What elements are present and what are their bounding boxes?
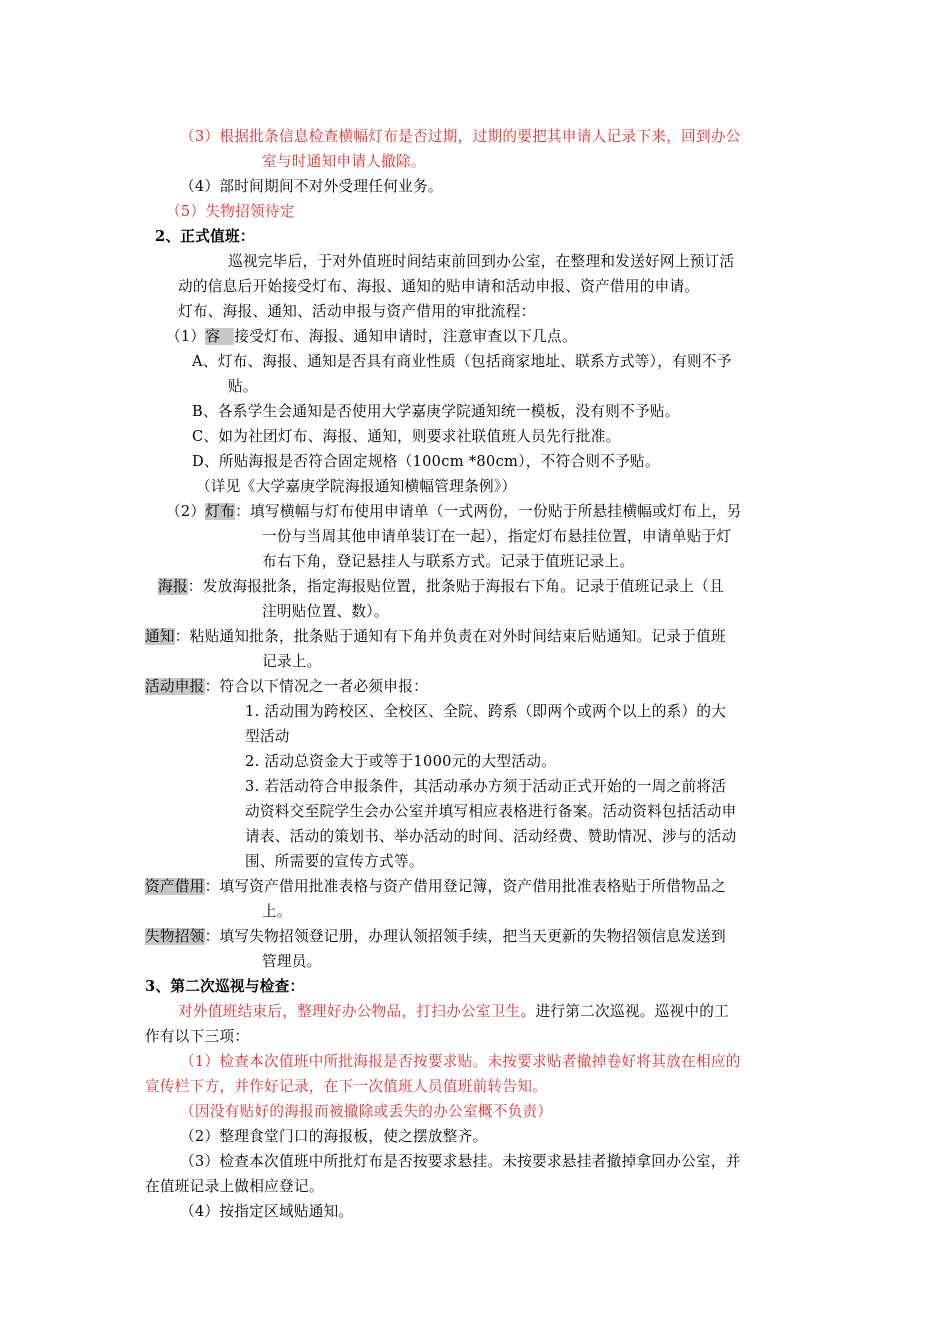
s2-activity-2: 2. 活动总资金大于或等于1000元的大型活动。 xyxy=(245,753,556,770)
s2-asset-text: ：填写资产借用批准表格与资产借用登记簿，资产借用批准表格贴于所借物品之 xyxy=(204,878,726,895)
s2-lost-tag: 失物招领 xyxy=(145,928,205,945)
s2-lost-line1 xyxy=(145,927,726,947)
s2-check2-text: ：填写横幅与灯布使用申请单（一式两份，一份贴于所悬挂横幅或灯布上，另 xyxy=(235,503,742,520)
s3-item4: （4）按指定区域贴通知。 xyxy=(180,1203,354,1220)
s3-para1-black: 。进行第二次巡视。巡视中的工 xyxy=(520,1003,730,1020)
s1-item3-line1: （3）根据批条信息检查横幅灯布是否过期，过期的要把其申请人记录下来，回到办公 xyxy=(180,128,741,145)
s2-lost-line2: 管理员。 xyxy=(262,953,322,970)
s2-check-c: C、如为社团灯布、海报、通知，则要求社联值班人员先行批准。 xyxy=(192,428,621,445)
s2-check1 xyxy=(166,327,577,347)
s3-heading: 3、第二次巡视与检查： xyxy=(145,978,305,995)
s2-check-b: B、各系学生会通知是否使用大学嘉庚学院通知统一模板，没有则不予贴。 xyxy=(192,403,680,420)
s2-asset-line1 xyxy=(145,877,726,897)
s1-item3-line2: 室与时通知申请人撤除。 xyxy=(262,153,426,170)
s2-check2-line1 xyxy=(166,502,742,522)
s3-item1-line2: 宣传栏下方，并作好记录，在下一次值班人员值班前转告知。 xyxy=(145,1078,548,1095)
s2-notice-line1 xyxy=(145,627,726,647)
s2-flow-title: 灯布、海报、通知、活动申报与资产借用的审批流程： xyxy=(178,303,536,320)
s3-item3-line2: 在值班记录上做相应登记。 xyxy=(145,1178,324,1195)
s2-check1-prefix: （1） xyxy=(166,328,206,345)
s2-notice-text: ：粘贴通知批条，批条贴于通知有下角并负责在对外时间结束后贴通知。记录于值班 xyxy=(174,628,726,645)
s2-check2-line3: 布右下角，登记悬挂人与联系方式。记录于值班记录上。 xyxy=(262,553,635,570)
s2-check-a-line2: 贴。 xyxy=(228,378,258,395)
s2-check-d-note: （详见《大学嘉庚学院海报通知横幅管理条例》） xyxy=(196,478,517,495)
s2-poster-text: ：发放海报批条，指定海报贴位置，批条贴于海报右下角。记录于值班记录上（且 xyxy=(187,578,724,595)
s2-notice-tag: 通知 xyxy=(145,628,175,645)
s2-check-d: D、所贴海报是否符合固定规格（100cm *80cm），不符合则不予贴。 xyxy=(192,453,660,470)
s3-item3-line1: （3）检查本次值班中所批灯布是否按要求悬挂。未按要求悬挂者撤掉拿回办公室，并 xyxy=(180,1153,741,1170)
s2-activity-1-line1: 1. 活动围为跨校区、全校区、全院、跨系（即两个或两个以上的系）的大 xyxy=(245,703,727,720)
s3-para1-line1 xyxy=(178,1002,729,1022)
s2-poster-tag: 海报 xyxy=(158,578,188,595)
s2-para1-line1: 巡视完毕后，于对外值班时间结束前回到办公室，在整理和发送好网上预订活 xyxy=(228,253,735,270)
s2-poster-line1 xyxy=(158,577,724,597)
s2-activity-3-line4: 围、所需要的宣传方式等。 xyxy=(245,853,424,870)
s3-para1-line2: 作有以下三项： xyxy=(145,1028,250,1045)
s2-activity-line1 xyxy=(145,677,428,697)
s2-para1-line2: 动的信息后开始接受灯布、海报、通知的贴申请和活动申报、资产借用的申请。 xyxy=(178,278,700,295)
s2-check-a-line1: A、灯布、海报、通知是否具有商业性质（包括商家地址、联系方式等），有则不予 xyxy=(192,353,732,370)
s2-activity-3-line1: 3. 若活动符合申报条件，其活动承办方须于活动正式开始的一周之前将活 xyxy=(245,778,727,795)
s3-item2: （2）整理食堂门口的海报板，使之摆放整齐。 xyxy=(180,1128,488,1145)
s3-para1-red: 对外值班结束后，整理好办公物品，打扫办公室卫生 xyxy=(178,1003,521,1020)
s2-check1-tag: 容 xyxy=(205,328,234,345)
s2-asset-tag: 资产借用 xyxy=(145,878,205,895)
s2-check1-text: 接受灯布、海报、通知申请时，注意审查以下几点。 xyxy=(234,328,577,345)
s2-notice-line2: 记录上。 xyxy=(262,653,322,670)
s3-item1-note: （因没有贴好的海报而被撤除或丢失的办公室概不负责） xyxy=(180,1103,553,1120)
s2-activity-3-line2: 动资料交至院学生会办公室并填写相应表格进行备案。活动资料包括活动申 xyxy=(245,803,737,820)
s1-item5: （5）失物招领待定 xyxy=(166,203,295,220)
s2-activity-1-line2: 型活动 xyxy=(245,728,290,745)
s2-heading: 2、正式值班： xyxy=(155,228,255,245)
s2-lost-text: ：填写失物招领登记册，办理认领招领手续，把当天更新的失物招领信息发送到 xyxy=(204,928,726,945)
s1-item4: （4）部时间期间不对外受理任何业务。 xyxy=(180,178,443,195)
s2-activity-3-line3: 请表、活动的策划书、举办活动的时间、活动经费、赞助情况、涉与的活动 xyxy=(245,828,737,845)
s2-activity-text: ：符合以下情况之一者必须申报： xyxy=(204,678,428,695)
s2-activity-tag: 活动申报 xyxy=(145,678,205,695)
s3-item1-line1: （1）检查本次值班中所批海报是否按要求贴。未按要求贴者撤掉卷好将其放在相应的 xyxy=(180,1053,741,1070)
s2-asset-line2: 上。 xyxy=(262,903,292,920)
s2-check2-tag: 灯布 xyxy=(205,503,236,520)
s2-check2-prefix: （2） xyxy=(166,503,206,520)
s2-poster-line2: 注明贴位置、数）。 xyxy=(262,603,389,620)
s2-check2-line2: 一份与当周其他申请单装订在一起），指定灯布悬挂位置，申请单贴于灯 xyxy=(262,528,732,545)
